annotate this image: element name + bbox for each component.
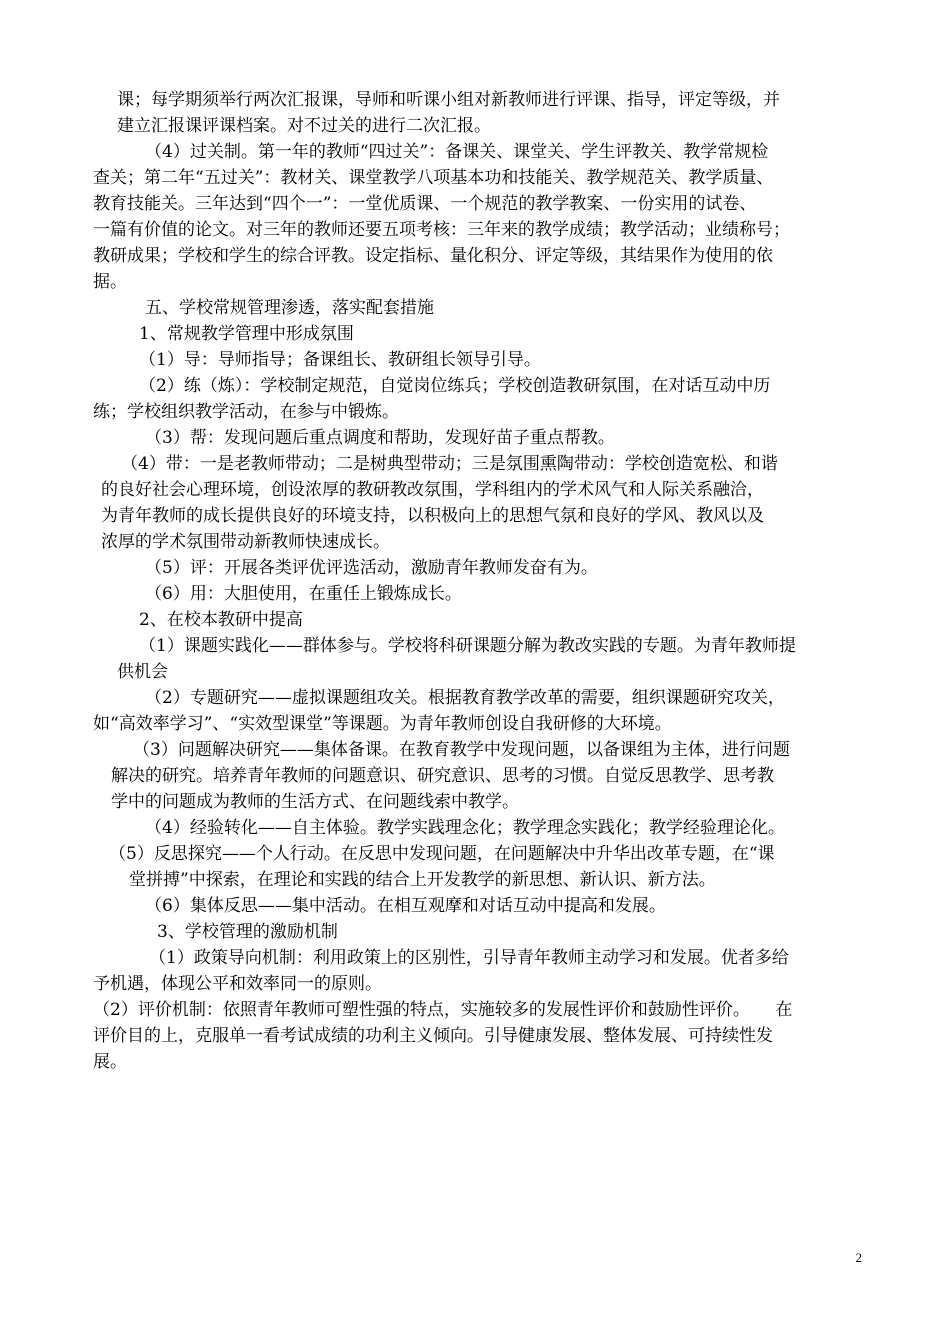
text-line: （3）问题解决研究——集体备课。在教育教学中发现问题，以备课组为主体，进行问题 xyxy=(133,740,790,760)
text-line: 供机会 xyxy=(117,662,168,682)
text-line: （2）练（炼）：学校制定规范，自觉岗位练兵；学校创造教研氛围，在对话互动中历 xyxy=(139,376,771,396)
page-number: 2 xyxy=(855,1250,862,1265)
text-line: 一篇有价值的论文。对三年的教师还要五项考核：三年来的教学成绩；教学活动；业绩称号； xyxy=(93,220,790,240)
text-line: 展。 xyxy=(93,1052,127,1072)
text-line: 如“高效率学习”、“实效型课堂”等课题。为青年教师创设自我研修的大环境。 xyxy=(93,714,672,734)
subsection-heading: 1、常规教学管理中形成氛围 xyxy=(139,324,354,344)
text-line: （1）导：导师指导；备课组长、教研组长领导引导。 xyxy=(139,350,541,370)
text-line: 建立汇报课评课档案。对不过关的进行二次汇报。 xyxy=(117,116,491,136)
text-line: （3）帮：发现问题后重点调度和帮助，发现好苗子重点帮教。 xyxy=(145,428,615,448)
text-line: （4）经验转化——自主体验。教学实践理念化；教学理念实践化；教学经验理论化。 xyxy=(145,818,785,838)
text-line: 解决的研究。培养青年教师的问题意识、研究意识、思考的习惯。自觉反思教学、思考教 xyxy=(111,766,774,786)
text-line: 学中的问题成为教师的生活方式、在问题线索中教学。 xyxy=(111,792,519,812)
text-line: 练；学校组织教学活动，在参与中锻炼。 xyxy=(93,402,399,422)
subsection-heading: 2、在校本教研中提高 xyxy=(139,610,303,630)
text-line: （5）评：开展各类评优评选活动，激励青年教师发奋有为。 xyxy=(145,558,598,578)
subsection-heading: 3、学校管理的激励机制 xyxy=(157,922,338,942)
text-line: （2）专题研究——虚拟课题组攻关。根据教育教学改革的需要，组织课题研究攻关， xyxy=(145,688,785,708)
text-line: （4）带：一是老教师带动；二是树典型带动；三是氛围熏陶带动：学校创造宽松、和谐 xyxy=(121,454,778,474)
text-line: 堂拼搏”中探索，在理论和实践的结合上开发教学的新思想、新认识、新方法。 xyxy=(129,870,716,890)
text-line: （4）过关制。第一年的教师“四过关”：备课关、课堂关、学生评教关、教学常规检 xyxy=(145,142,769,162)
text-line: 教育技能关。三年达到“四个一”：一堂优质课、一个规范的教学教案、一份实用的试卷、 xyxy=(93,194,757,214)
text-line: （6）集体反思——集中活动。在相互观摩和对话互动中提高和发展。 xyxy=(145,896,666,916)
text-line: （2）评价机制：依照青年教师可塑性强的特点，实施较多的发展性评价和鼓励性评价。 在 xyxy=(93,1000,793,1020)
text-line: 为青年教师的成长提供良好的环境支持，以积极向上的思想气氛和良好的学风、教风以及 xyxy=(101,506,764,526)
text-line: 的良好社会心理环境，创设浓厚的教研教改氛围，学科组内的学术风气和人际关系融洽， xyxy=(101,480,764,500)
text-line: （1）课题实践化——群体参与。学校将科研课题分解为教改实践的专题。为青年教师提 xyxy=(139,636,796,656)
text-line: （1）政策导向机制：利用政策上的区别性，引导青年教师主动学习和发展。优者多给 xyxy=(149,948,789,968)
text-line: 查关；第二年“五过关”：教材关、课堂教学八项基本功和技能关、教学规范关、教学质量、 xyxy=(93,168,774,188)
text-line: 予机遇，体现公平和效率同一的原则。 xyxy=(93,974,382,994)
text-line: 课；每学期须举行两次汇报课，导师和听课小组对新教师进行评课、指导，评定等级，并 xyxy=(117,90,780,110)
section-heading: 五、学校常规管理渗透，落实配套措施 xyxy=(145,298,434,318)
text-line: （5）反思探究——个人行动。在反思中发现问题，在问题解决中升华出改革专题，在“课 xyxy=(109,844,775,864)
text-line: 教研成果；学校和学生的综合评教。设定指标、量化积分、评定等级，其结果作为使用的依 xyxy=(93,246,773,266)
text-line: （6）用：大胆使用，在重任上锻炼成长。 xyxy=(145,584,462,604)
text-line: 评价目的上，克服单一看考试成绩的功利主义倾向。引导健康发展、整体发展、可持续性发 xyxy=(93,1026,773,1046)
text-line: 浓厚的学术氛围带动新教师快速成长。 xyxy=(101,532,390,552)
text-line: 据。 xyxy=(93,272,127,292)
